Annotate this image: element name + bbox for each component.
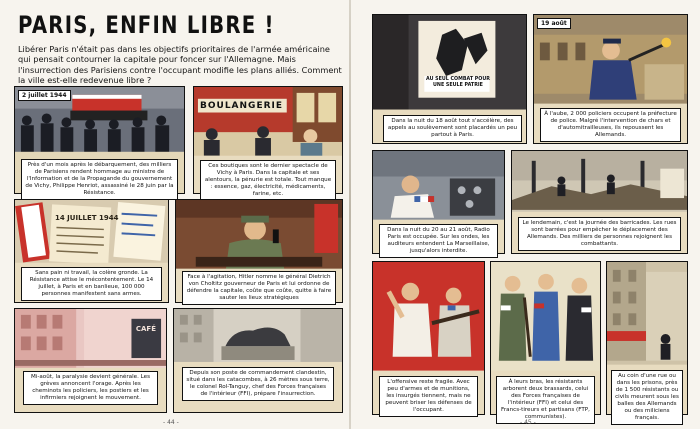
panel-caption: Sans pain ni travail, la colère gronde. La Résistance attise le mécontentement. Le 14 juillet, à Paris et en banlieue, 100 000 personnes manifestent sans armes. — [21, 267, 162, 301]
comic-panel-barricades — [511, 150, 688, 254]
intro-text: Libérer Paris n'était pas dans les objectifs prioritaires de l'armée américaine qui pensait contourner la capitale pour foncer sur l'Allemagne. Mais l'insurrection des Parisiens contre l'occupant modifie les plans alliés. Comment la ville est-elle redevenue libre ? — [18, 44, 342, 86]
panel-caption: Dans la nuit du 18 août tout s'accélère, des appels au soulèvement sont placardés un peu partout à Paris. — [383, 115, 522, 142]
comic-panel-prefecture — [533, 14, 688, 144]
book-gutter — [349, 0, 351, 429]
panel-caption: Ces boutiques sont le dernier spectacle de Vichy à Paris. Dans la capitale et ses alentours, la pénurie est totale. Tout manque : essence, gaz, électricité, médicaments, farine, etc. — [200, 160, 336, 201]
panel-caption: Face à l'agitation, Hitler nomme le général Dietrich von Choltitz gouverneur de Paris et lui ordonne de défendre la capitale, coûte que coûte, quitte à faire sauter les lieux stratégiques — [182, 271, 336, 305]
comic-panel-insurrection-poster — [372, 14, 527, 144]
comic-panel-armbands — [490, 261, 601, 420]
page-number-left: - 44 - — [163, 419, 179, 426]
page-title: PARIS, ENFIN LIBRE ! — [18, 11, 275, 39]
panel-caption: À leurs bras, les résistants arborent deux brassards, celui des Forces françaises de l'intérieur (FFI) et celui des Francs-tireurs et partisans (FTP, communistes). — [496, 376, 595, 424]
comic-panel-street-deaths — [606, 261, 688, 421]
panel-caption: Mi-août, la paralysie devient générale. Les grèves annoncent l'orage. Après les cheminots les policiers, les postiers et les infirmiers rejoignent le mouvement. — [23, 371, 158, 405]
comic-panel-funeral — [14, 86, 185, 194]
comic-panel-catacombs — [173, 308, 343, 413]
panel-caption: Près d'un mois après le débarquement, des milliers de Parisiens rendent hommage au ministre de l'Information et de la Propagande du gouvernement de Vichy, Philippe Henriot, assassiné le 28 juin par la Résistance. — [21, 159, 178, 200]
date-label: 2 juillet 1944 — [18, 90, 71, 101]
panel-caption: Au coin d'une rue ou dans les prisons, près de 1 500 résistants ou civils meurent sous les balles des Allemands ou des miliciens français. — [611, 370, 683, 425]
bakery-sign: BOULANGERIE — [200, 101, 284, 111]
page-number-right: - 45 - — [520, 419, 536, 426]
comic-panel-bakery — [193, 86, 343, 197]
comic-panel-radio — [372, 150, 505, 254]
panel-caption: Depuis son poste de commandement clandestin, situé dans les catacombes, à 26 mètres sous terre, le colonel Rol-Tanguy, chef des Forces françaises de l'intérieur (FFI), prépare l'insurrection. — [182, 367, 334, 401]
comic-panel-strike-street — [14, 308, 167, 413]
comic-panel-general — [175, 199, 343, 303]
date-label: 19 août — [537, 18, 571, 29]
panel-caption: Dans la nuit du 20 au 21 août, Radio Paris est occupée. Sur les ondes, les auditeurs entendent La Marseillaise, jusqu'alors interdite. — [379, 224, 498, 258]
comic-panel-offensive — [372, 261, 485, 415]
poster-slogan: AU SEUL COMBAT POUR UNE SEULE PATRIE — [426, 77, 490, 88]
panel-caption: À l'aube, 2 000 policiers occupent la préfecture de police. Malgré l'intervention de chars et d'automitrailleuses, ils repoussent les Allemands. — [540, 108, 681, 142]
comic-panel-posters — [14, 199, 169, 303]
panel-caption: L'offensive reste fragile. Avec peu d'armes et de munitions, les insurgés tiennent, mais ne peuvent briser les défenses de l'occupant. — [379, 376, 478, 417]
cafe-sign: CAFÉ — [135, 325, 156, 333]
panel-caption: Le lendemain, c'est la journée des barricades. Les rues sont barrées pour empêcher le déplacement des Allemands. Des milliers de personnes rejoignent les combattants. — [518, 217, 681, 251]
poster-headline: 14 JUILLET 1944 — [55, 214, 119, 222]
